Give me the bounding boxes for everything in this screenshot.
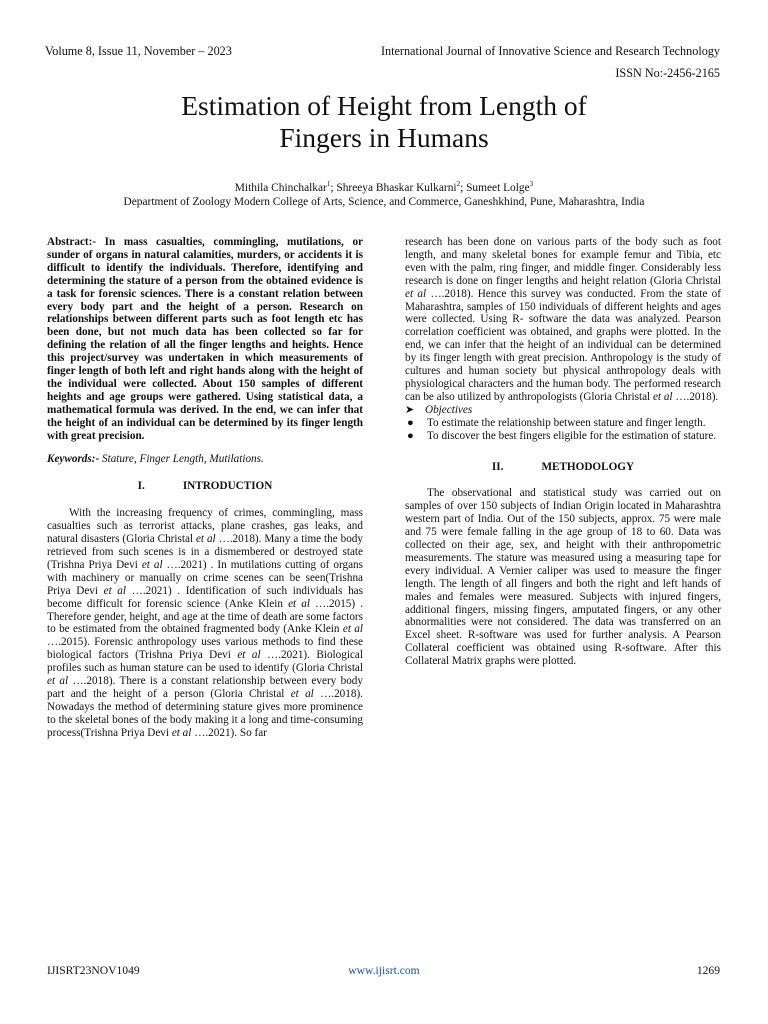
section-heading-methodology — [405, 461, 721, 474]
text-run: ….2015) . Therefore gender, height, and age at the time of death are some factors to be estimated from the obtained fragmented body (Anke Klein — [47, 597, 363, 636]
text-run-italic: et al — [290, 688, 314, 700]
page-number: 1269 — [696, 964, 720, 977]
journal-website-link[interactable]: www.ijisrt.com — [348, 964, 420, 977]
keywords — [47, 453, 363, 466]
section-title: INTRODUCTION — [182, 480, 273, 493]
title-line-1: Estimation of Height from Length of — [181, 90, 587, 121]
bullet-icon: ● — [407, 416, 414, 429]
text-run: research has been done on various parts of the body such as foot length, and many skeletal bones for example femur and Tibia, etc even with the palm, ring finger, and middle finger. Considerably less research is done on finger lengths and height relation (Gloria Christal — [405, 236, 721, 287]
objectives-label: Objectives — [425, 403, 473, 416]
text-run-italic: et al — [288, 597, 310, 610]
text-run-italic: et al — [342, 623, 364, 636]
abstract: Abstract:- In mass casualties, commingling, mutilations, or sunder of organs in natural calamities, murders, or accidents it is difficult to identify the individuals. Therefore, identifying and determining the stature of a person from the obtained evidence is a task for forensic sciences. There is a constant relation between every body part and the height of a person. Research on relationships between different parts such as foot length etc has been done, but not much data has been collected so far for defining the relation of all the finger lengths and heights. Hence this project/survey was undertaken in which measurements of finger length of both left and right hands along with the height of the individual were collected. About 150 samples of different heights and age groups were gathered. Using statistical data, a mathematical formula was derived. In the end, we can infer that the height of an individual can be determined by its finger length with great precision. — [47, 236, 363, 442]
introduction-continued-paragraph — [405, 236, 721, 404]
list-item-text: To discover the best fingers eligible for the estimation of stature. — [427, 429, 717, 442]
author-3-affil-mark: 3 — [529, 180, 534, 188]
keywords-text: Stature, Finger Length, Mutilations. — [99, 452, 264, 465]
text-run: ….2021) . Identification of such individuals has become difficult for forensic science (Anke Klein — [47, 584, 363, 610]
text-run: ….2018). Many a time the body retrieved from such scenes is in a dismembered or destroyed state (Trishna Priya Devi — [47, 533, 363, 571]
keywords-label: Keywords:- — [47, 452, 100, 465]
text-run-italic: et al — [405, 287, 427, 300]
text-run: ….2021) . In mutilations cutting of organs with machinery or manually on crime scenes can be seen(Trishna Priya Devi — [47, 558, 363, 597]
text-run: ….2018). — [672, 390, 719, 403]
affiliation: Department of Zoology Modern College of Arts, Science, and Commerce, Ganeshkhind, Pune, Maharashtra, India — [123, 196, 645, 208]
journal-name: International Journal of Innovative Science and Research Technology — [380, 44, 720, 58]
text-run: ….2021). Biological profiles such as human stature can be used to identify (Gloria Christal — [47, 649, 364, 675]
text-run: ….2018). Nowadays the method of determining stature gives more prominence to the skeletal bones of the body making it a long and time-consuming process(Trishna Priya Devi — [47, 688, 363, 739]
text-run: ….2018). There is a constant relationship between every body part and the height of a person (Gloria Christal — [47, 675, 363, 700]
section-title: METHODOLOGY — [541, 460, 635, 473]
author-list — [0, 180, 768, 194]
list-item-text: To estimate the relationship between stature and finger length. — [427, 416, 706, 429]
author-1: Mithila Chinchalkar — [234, 181, 327, 194]
title-line-2: Fingers in Humans — [279, 122, 489, 153]
text-run: ….2021). So far — [191, 726, 267, 739]
introduction-paragraph — [47, 507, 363, 739]
author-1-affil-mark: 1 — [326, 180, 331, 188]
text-run-italic: et al — [237, 649, 261, 662]
section-heading-introduction — [47, 480, 363, 493]
text-run-italic: et al — [103, 584, 127, 597]
text-run-italic: et al — [171, 726, 192, 739]
section-number: I. — [137, 480, 145, 493]
bullet-icon: ● — [407, 429, 414, 442]
objectives-list — [405, 417, 721, 443]
text-run: ….2018). Hence this survey was conducted. From the state of Maharashtra, samples of 150 individuals of different heights and ages were collected. Using R- software the data was analyzed. Pearson correlation coefficient was obtained, and graphs were plotted. In the end, we can infer that the height of an individual can be determined by its finger length with great precision. Anthropology is the study of cultures and human society but physical anthropology deals with physiological characters and the human body. The performed research can be also utilized by anthropologists (Gloria Christal — [405, 287, 722, 403]
paper-title — [0, 90, 768, 154]
text-run-italic: et al — [141, 558, 163, 571]
author-2: ; Shreeya Bhaskar Kulkarni — [330, 181, 457, 194]
author-2-affil-mark: 2 — [456, 180, 461, 188]
text-run: ….2015). Forensic anthropology uses various methods to find these biological factors (Trishna Priya Devi — [47, 636, 363, 662]
volume-info: Volume 8, Issue 11, November – 2023 — [45, 44, 232, 58]
list-item — [405, 430, 721, 443]
author-3: ; Sumeet Lolge — [460, 181, 530, 194]
text-run-italic: et al — [652, 390, 673, 403]
text-run: With the increasing frequency of crimes, commingling, mass casualties such as terrorist attacks, plane crashes, gas leaks, and natural disasters (Gloria Christal — [47, 507, 363, 546]
text-run-italic: et al — [195, 533, 216, 546]
text-run-italic: et al — [47, 675, 69, 688]
left-column — [47, 236, 363, 740]
arrow-bullet-icon: ➤ — [405, 403, 415, 416]
article-id: IJISRT23NOV1049 — [47, 964, 140, 977]
methodology-paragraph: The observational and statistical study was carried out on samples of over 150 subjects of Indian Origin located in Maharashtra western part of India. Out of the 150 subjects, approx. 75 were male and 75 were female falling in the age group of 18 to 60. Data was collected on their age, sex, and height with their anthropometric measurements. The stature was measured using a measuring tape for every individual. A Vernier caliper was used to measure the finger length. The length of all fingers and both the right and left hands of males and females were measured. Subjects with injured fingers, additional fingers, missing fingers, amputated fingers, or any other abnormalities were not considered. The data was transferred on an Excel sheet. R-software was used for further analysis. A Pearson Collateral coefficient was obtained using R-software. After this Collateral Matrix graphs were plotted. — [405, 487, 721, 668]
objectives-heading — [405, 404, 721, 417]
section-number: II. — [491, 460, 504, 473]
issn: ISSN No:-2456-2165 — [615, 66, 720, 80]
right-column — [405, 236, 721, 668]
list-item — [405, 417, 721, 430]
